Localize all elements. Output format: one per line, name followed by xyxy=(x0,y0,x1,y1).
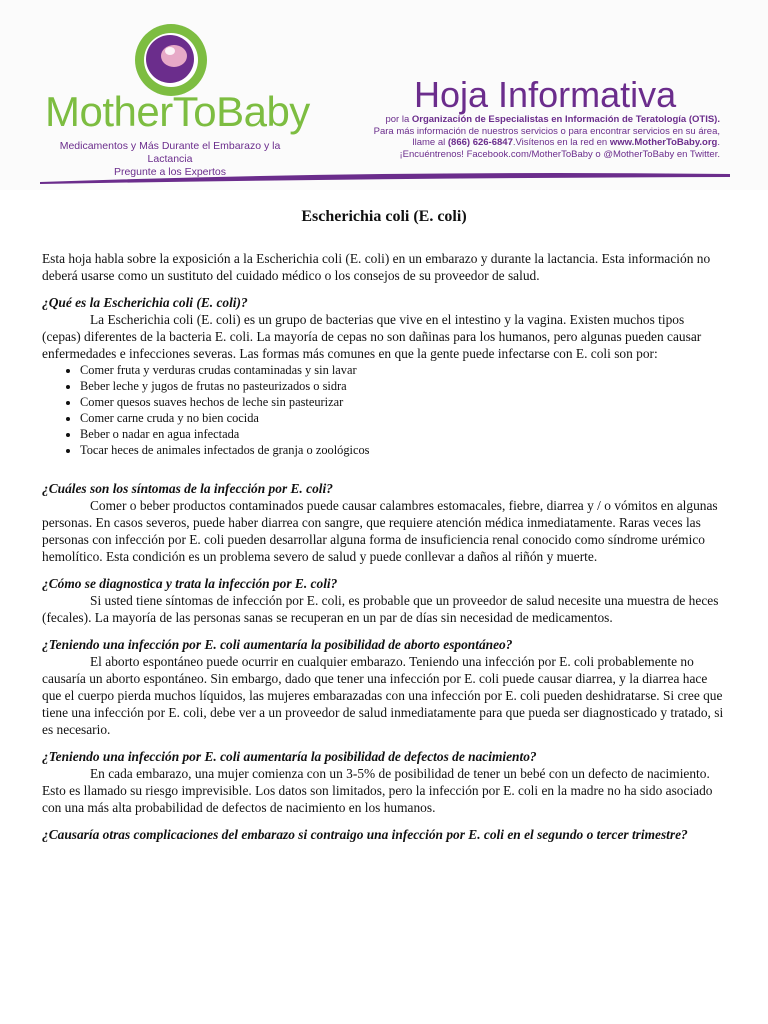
phone-number[interactable]: (866) 626-6847 xyxy=(447,137,513,148)
section-heading-what-is: ¿Qué es la Escherichia coli (E. coli)? xyxy=(42,295,248,310)
section-body-birth-defects: En cada embarazo, una mujer comienza con un 3-5% de posibilidad de tener un bebé con un defecto de nacimiento. Esto es llamado su riesgo imprevisible. Los datos son limitados, pero la infección por E. coli en la madre no ha sido asociado con una más alta probabilidad de defectos de nacimiento en los humanos. xyxy=(42,766,713,815)
section-body-what-is: La Escherichia coli (E. coli) es un grupo de bacterias que vive en el intestino y la vagina. Existen muchos tipos (cepas) diferentes de la bacteria E. coli. La mayoría de cepas no son dañinas para los humanos, pero algunas pueden causar enfermedades e infecciones severas. Las formas más comunes en que la gente puede infectarse con E. coli son por: xyxy=(42,312,702,361)
list-item: • Beber o nadar en agua infectada xyxy=(80,426,726,442)
section-heading-birth-defects: ¿Teniendo una infección por E. coli aumentaría la posibilidad de defectos de nacimiento? xyxy=(42,749,537,764)
otis-line-3 xyxy=(320,137,720,149)
visit-text: .Visítenos en la red en xyxy=(512,137,610,148)
section-body-symptoms: Comer o beber productos contaminados puede causar calambres estomacales, fiebre, diarrea y / o vómitos en algunas personas. En casos severos, puede haber diarrea con sangre, que requiere atención médica inmediatamente. Raras veces las personas con infección por E. coli pueden desarrollar alguna forma de insuficiencia renal conocido como síndrome urémico hemolítico. Esta condición es un problema severo de salud y puede conllevar a daños al riñón y muerte. xyxy=(42,498,718,564)
otis-info xyxy=(320,114,720,160)
tagline-line-2: Pregunte a los Expertos xyxy=(113,166,227,178)
section-heading-complications: ¿Causaría otras complicaciones del embarazo si contraigo una infección por E. coli en el segundo o tercer trimestre? xyxy=(42,827,688,842)
header-swoosh xyxy=(40,168,730,188)
otis-line-2: Para más información de nuestros servicios o para encontrar servicios en su área, xyxy=(373,125,720,137)
section-heading-diagnosis: ¿Cómo se diagnostica y trata la infección por E. coli? xyxy=(42,576,338,591)
list-item: • Comer fruta y verduras crudas contaminadas y sin lavar xyxy=(80,362,726,378)
section-body-diagnosis: Si usted tiene síntomas de infección por E. coli, es probable que un proveedor de salud necesite una muestra de heces (fecales). La mayoría de las personas sanas se recuperan en un par de días sin necesidad de medicamentos. xyxy=(42,593,719,625)
list-item: • Comer carne cruda y no bien cocida xyxy=(80,410,726,426)
brand-name: MotherToBaby xyxy=(45,88,310,135)
tagline-line-1: Medicamentos y Más Durante el Embarazo y la Lactancia xyxy=(59,140,281,165)
document-title: Escherichia coli (E. coli) xyxy=(301,208,467,225)
otis-org-name: Organización de Especialistas en Información de Teratología (OTIS). xyxy=(411,114,720,125)
period: . xyxy=(717,137,720,148)
intro-paragraph: Esta hoja habla sobre la exposición a la Escherichia coli (E. coli) en un embarazo y durante la lactancia. Esta información no deberá usarse como un sustituto del cuidado médico o los consejos de su proveedor de salud. xyxy=(42,251,711,283)
otis-prefix: por la xyxy=(385,114,412,125)
section-heading-miscarriage: ¿Teniendo una infección por E. coli aumentaría la posibilidad de aborto espontáneo? xyxy=(42,637,513,652)
document-header xyxy=(0,0,768,190)
list-item: • Tocar heces de animales infectados de granja o zoológicos xyxy=(80,442,726,458)
otis-line-4: ¡Encuéntrenos! Facebook.com/MotherToBaby o @MotherToBaby en Twitter. xyxy=(399,148,720,160)
website-link[interactable]: www.MotherToBaby.org xyxy=(609,137,718,148)
document-body xyxy=(42,250,726,843)
mothertobaby-logo-icon xyxy=(133,22,209,98)
otis-line-1 xyxy=(320,114,720,126)
list-item: • Beber leche y jugos de frutas no pasteurizados o sidra xyxy=(80,378,726,394)
section-body-miscarriage: El aborto espontáneo puede ocurrir en cualquier embarazo. Teniendo una infección por E. coli probablemente no causaría un aborto espontáneo. Sin embargo, dado que tener una infección por E. coli puede causar diarrea, y la diarrea hace que el cuerpo pierda muchos líquidos, las mujeres embarazadas con una infección por E. coli pueden deshidratarse. Si cree que tiene una infección por E. coli, debe ver a un proveedor de salud inmediatamente para que pueda ser diagnosticado y tratado, si es necesario. xyxy=(42,654,724,737)
sheet-title: Hoja Informativa xyxy=(414,74,677,115)
call-prefix: llame al xyxy=(412,137,448,148)
list-item: • Comer quesos suaves hechos de leche sin pasteurizar xyxy=(80,394,726,410)
section-heading-symptoms: ¿Cuáles son los síntomas de la infección por E. coli? xyxy=(42,481,333,496)
transmission-list xyxy=(42,362,726,458)
